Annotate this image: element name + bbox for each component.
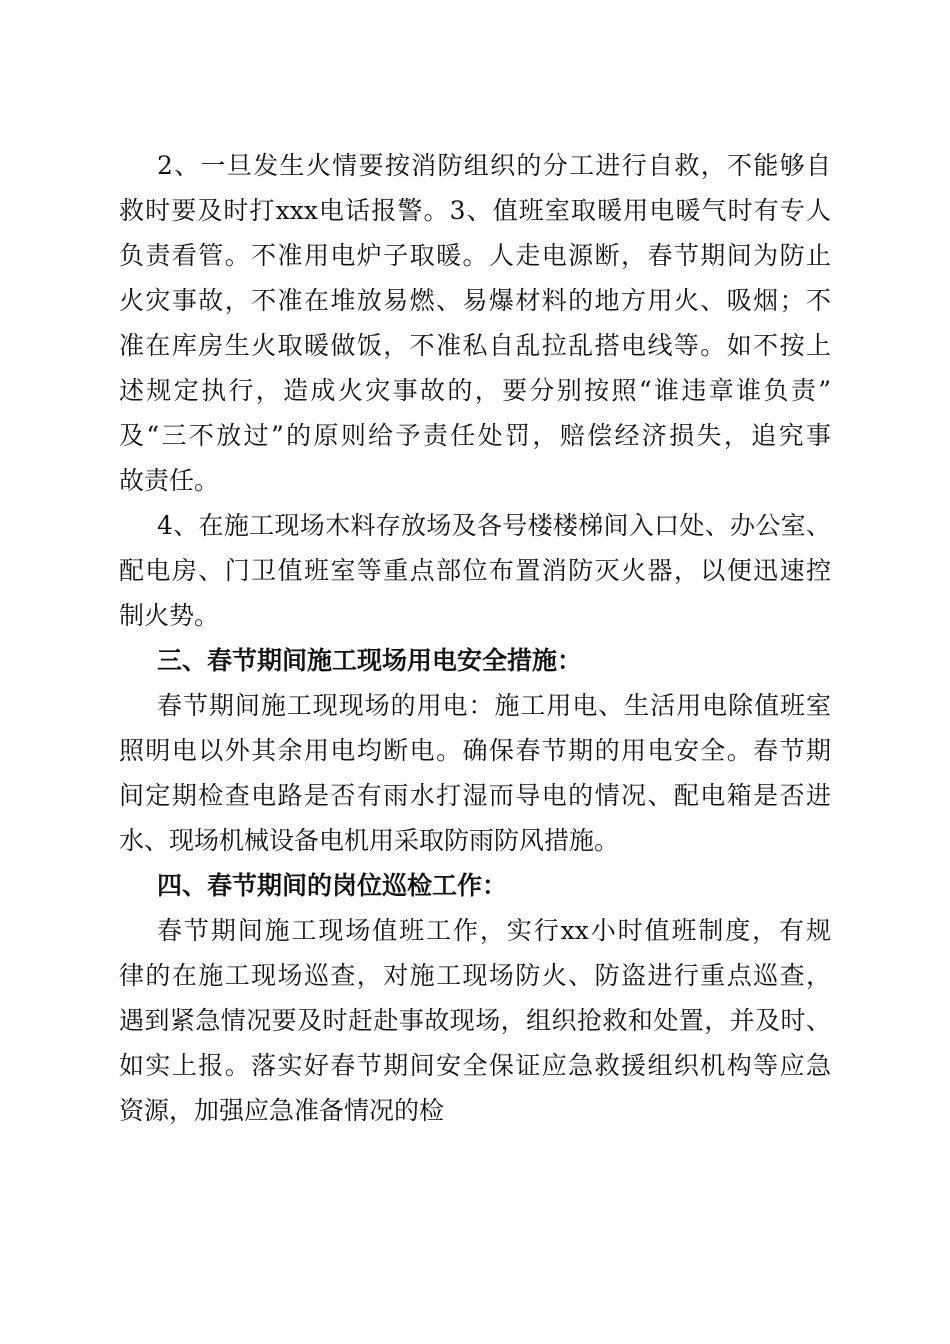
text-line: 述规定执行，造成火灾事故的，要分别按照“谁违章谁负责”	[119, 376, 831, 405]
paragraph-extinguishers	[119, 503, 831, 638]
text-line: 春节期间施工现场值班工作，实行xx小时值班制度，有规	[157, 916, 831, 945]
text-line: 火灾事故，不准在堆放易燃、易爆材料的地方用火、吸烟；不	[119, 286, 831, 315]
paragraph-electrical-safety	[119, 683, 831, 863]
text-line: 间定期检查电路是否有雨水打湿而导电的情况、配电箱是否进	[119, 781, 831, 810]
text-line: 及“三不放过”的原则给予责任处罚，赔偿经济损失，追究事	[119, 421, 831, 450]
text-line: 照明电以外其余用电均断电。确保春节期的用电安全。春节期	[119, 736, 831, 765]
text-line: 制火势。	[119, 601, 220, 630]
text-line: 准在库房生火取暖做饭，不准私自乱拉乱搭电线等。如不按上	[119, 331, 831, 360]
text-line: 故责任。	[119, 466, 220, 495]
section-heading: 四、春节期间的岗位巡检工作：	[157, 871, 508, 900]
paragraph-fire-response	[119, 143, 831, 503]
text-line: 4、在施工现场木料存放场及各号楼楼梯间入口处、办公室、	[157, 511, 831, 540]
text-line: 如实上报。落实好春节期间安全保证应急救援组织机构等应急	[119, 1051, 831, 1080]
text-line: 救时要及时打xxx电话报警。3、值班室取暖用电暖气时有专人	[119, 196, 831, 225]
text-line: 资源，加强应急准备情况的检	[119, 1096, 445, 1125]
text-line: 水、现场机械设备电机用采取防雨防风措施。	[119, 826, 620, 855]
paragraph-patrol-work	[119, 908, 831, 1133]
section-heading-patrol-work	[119, 863, 831, 908]
section-heading-electrical-safety	[119, 638, 831, 683]
text-line: 遇到紧急情况要及时赶赴事故现场，组织抢救和处置，并及时、	[119, 1006, 831, 1035]
text-line: 2、一旦发生火情要按消防组织的分工进行自救，不能够自	[157, 151, 831, 180]
text-line: 负责看管。不准用电炉子取暖。人走电源断，春节期间为防止	[119, 241, 831, 270]
text-line: 春节期间施工现现场的用电：施工用电、生活用电除值班室	[157, 691, 831, 720]
text-line: 律的在施工现场巡查，对施工现场防火、防盗进行重点巡查，	[119, 961, 831, 990]
text-line: 配电房、门卫值班室等重点部位布置消防灭火器，以便迅速控	[119, 556, 831, 585]
section-heading: 三、春节期间施工现场用电安全措施：	[157, 646, 583, 675]
document-body	[119, 143, 831, 1133]
